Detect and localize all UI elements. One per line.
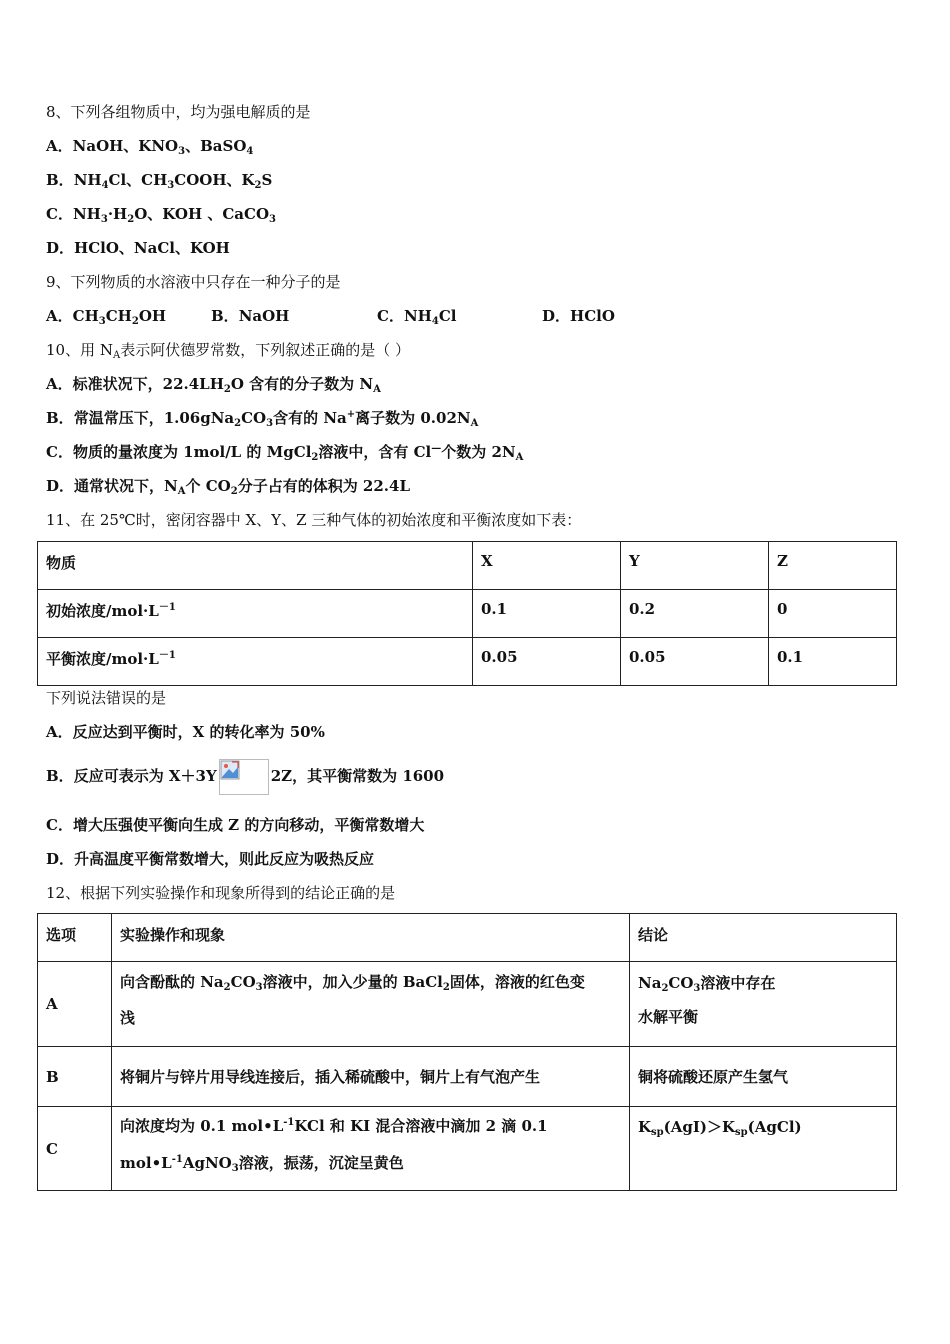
q10-option-c	[46, 442, 523, 462]
text-part: NH	[403, 307, 432, 325]
q11-option-b	[46, 758, 444, 795]
text-part: 个 CO	[185, 477, 231, 495]
text-part: 溶液中存在	[700, 974, 776, 992]
text-part: (AgCl)	[747, 1118, 802, 1136]
text-part: O、KOH 、CaCO	[134, 205, 270, 223]
table-header-row	[38, 914, 897, 962]
option-label: A．	[46, 723, 73, 741]
text-part: Cl	[438, 307, 457, 325]
table-row	[38, 590, 897, 638]
cell-line: 浅	[120, 1009, 136, 1027]
q12-table	[37, 913, 897, 1191]
option-label: B．	[46, 767, 74, 785]
q8-option-d	[46, 238, 230, 258]
text-part: 2Z，其平衡常数为 1600	[270, 767, 445, 785]
subscript: 3	[266, 418, 274, 429]
subscript: 2	[442, 982, 450, 993]
text-part: 含有的 Na	[273, 409, 347, 427]
q11-prompt: 下列说法错误的是	[46, 689, 167, 707]
option-label: C．	[46, 205, 73, 223]
subscript: 2	[311, 452, 319, 463]
text-part: 固体，溶液的红色变	[449, 973, 585, 991]
row-label: 平衡浓度/mol·L	[46, 650, 159, 668]
text-part: 物质的量浓度为 1mol/L 的 MgCl	[72, 443, 312, 461]
q11-table	[37, 541, 897, 686]
subscript: 3	[100, 214, 108, 225]
subscript: 3	[167, 180, 175, 191]
subscript: 2	[131, 316, 139, 327]
q9-option-c	[377, 306, 456, 326]
option-label: D．	[46, 850, 75, 868]
option-label: A．	[46, 137, 73, 155]
table-cell: C	[38, 1107, 112, 1191]
text-part: NH	[72, 205, 101, 223]
row-label: 初始浓度/mol·L	[46, 602, 159, 620]
text-part: 离子数为 0.02N	[355, 409, 471, 427]
option-label: A．	[46, 375, 73, 393]
subscript: 4	[101, 180, 109, 191]
q10-option-a	[46, 374, 381, 394]
table-row	[38, 1107, 897, 1191]
text-part: 向含酚酞的 Na	[120, 973, 224, 991]
cell-line	[120, 1116, 621, 1136]
text-part: COOH、K	[174, 171, 255, 189]
subscript: 3	[98, 316, 106, 327]
text-part: CO	[241, 409, 267, 427]
q8-option-c	[46, 204, 276, 224]
text-part: NaOH	[238, 307, 290, 325]
table-cell: 0.1	[769, 638, 897, 686]
table-cell	[112, 962, 630, 1047]
table-header-cell: 物质	[38, 542, 473, 590]
option-label: D．	[542, 307, 571, 325]
subscript: A	[112, 350, 121, 361]
text-part: NH	[73, 171, 102, 189]
table-cell: 0	[769, 590, 897, 638]
text-part: 溶液中，加入少量的 BaCl	[262, 973, 443, 991]
text-part: 表示阿伏德罗常数，下列叙述正确的是（ ）	[120, 341, 410, 359]
text-part: 常温常压下，1.06gNa	[73, 409, 235, 427]
subscript: 3	[269, 214, 276, 225]
table-cell: 将铜片与锌片用导线连接后，插入稀硫酸中，铜片上有气泡产生	[112, 1047, 630, 1107]
q9-option-a	[46, 306, 166, 326]
text-part: HClO	[570, 307, 615, 325]
text-part: 反应达到平衡时，X 的转化率为 50%	[72, 723, 325, 741]
table-header-cell: Y	[621, 542, 769, 590]
cell-line	[638, 973, 888, 993]
option-label: C．	[377, 307, 404, 325]
q10-stem	[46, 340, 410, 360]
text-part: 反应可表示为 X＋3Y	[73, 767, 217, 785]
q12-stem: 12、根据下列实验操作和现象所得到的结论正确的是	[46, 884, 396, 902]
table-cell: 0.05	[621, 638, 769, 686]
q8-option-b	[46, 170, 272, 190]
table-header-cell: 实验操作和现象	[112, 914, 630, 962]
option-label: C．	[46, 443, 73, 461]
subscript: sp	[735, 1127, 748, 1138]
text-part: 分子占有的体积为 22.4L	[237, 477, 411, 495]
cell-line	[120, 1153, 621, 1173]
subscript: 2	[223, 982, 231, 993]
text-part: K	[638, 1118, 652, 1136]
table-cell: 0.1	[473, 590, 621, 638]
subscript: 2	[661, 983, 669, 994]
subscript: A	[177, 486, 186, 497]
subscript: 3	[178, 146, 186, 157]
text-part: HClO、NaCl、KOH	[74, 239, 230, 257]
subscript: 3	[693, 983, 701, 994]
table-cell	[630, 1107, 897, 1191]
text-part: CO	[668, 974, 694, 992]
table-header-cell: Z	[769, 542, 897, 590]
option-label: B．	[211, 307, 239, 325]
text-part: (AgI)＞K	[663, 1118, 736, 1136]
superscript: +	[346, 409, 356, 420]
table-header-cell: X	[473, 542, 621, 590]
table-row	[38, 1047, 897, 1107]
subscript: 2	[127, 214, 135, 225]
text-part: OH	[138, 307, 167, 325]
table-cell	[630, 962, 897, 1047]
option-label: B．	[46, 171, 74, 189]
table-cell: 0.2	[621, 590, 769, 638]
table-cell	[38, 590, 473, 638]
subscript: 2	[223, 384, 231, 395]
q8-stem: 8、下列各组物质中，均为强电解质的是	[46, 103, 311, 121]
subscript: A	[470, 418, 479, 429]
table-header-cell: 选项	[38, 914, 112, 962]
q10-option-d	[46, 476, 410, 496]
text-part: Na	[638, 974, 662, 992]
text-part: O 含有的分子数为 N	[230, 375, 374, 393]
option-label: B．	[46, 409, 74, 427]
text-part: 个数为 2N	[441, 443, 516, 461]
table-cell: 铜将硫酸还原产生氢气	[630, 1047, 897, 1107]
cell-line: 水解平衡	[638, 1008, 699, 1026]
text-part: 10、用 N	[46, 341, 113, 359]
broken-image-icon	[219, 759, 269, 795]
subscript: 3	[255, 982, 263, 993]
text-part: NaOH、KNO	[72, 137, 179, 155]
text-part: KCl 和 KI 混合溶液中滴加 2 滴 0.1	[294, 1117, 548, 1135]
option-label: A．	[46, 307, 73, 325]
option-label: D．	[46, 239, 75, 257]
q11-option-c	[46, 815, 424, 835]
table-header-cell: 结论	[630, 914, 897, 962]
subscript: A	[373, 384, 381, 395]
table-cell: A	[38, 962, 112, 1047]
q9-stem: 9、下列物质的水溶液中只存在一种分子的是	[46, 273, 341, 291]
subscript: 2	[254, 180, 262, 191]
superscript: -1	[171, 1154, 183, 1165]
table-cell: 0.05	[473, 638, 621, 686]
table-row	[38, 638, 897, 686]
text-part: Cl、CH	[108, 171, 168, 189]
text-part: 溶液，振荡，沉淀呈黄色	[238, 1154, 404, 1172]
option-label: D．	[46, 477, 75, 495]
text-part: CH	[72, 307, 99, 325]
q11-option-d	[46, 849, 374, 869]
superscript: －1	[158, 602, 176, 613]
subscript: 2	[234, 418, 242, 429]
cell-line	[638, 1117, 888, 1137]
text-part: ·H	[107, 205, 128, 223]
text-part: 向浓度均为 0.1 mol•L	[120, 1117, 284, 1135]
subscript: A	[515, 452, 524, 463]
text-part: 升高温度平衡常数增大，则此反应为吸热反应	[74, 850, 375, 868]
text-part: 溶液中，含有 Cl	[318, 443, 432, 461]
text-part: mol•L	[120, 1154, 172, 1172]
text-part: 、BaSO	[185, 137, 247, 155]
text-part: CH	[105, 307, 132, 325]
text-part: 增大压强使平衡向生成 Z 的方向移动，平衡常数增大	[72, 816, 425, 834]
option-label: C．	[46, 816, 73, 834]
superscript: -1	[283, 1117, 295, 1128]
superscript: －1	[158, 650, 176, 661]
text-part: 标准状况下，22.4LH	[72, 375, 224, 393]
subscript: 4	[246, 146, 254, 157]
text-part: AgNO	[182, 1154, 232, 1172]
text-part: CO	[230, 973, 256, 991]
q11-stem: 11、在 25℃时，密闭容器中 X、Y、Z 三种气体的初始浓度和平衡浓度如下表：	[46, 511, 582, 529]
q8-option-a	[46, 136, 253, 156]
q9-option-d	[542, 306, 615, 326]
table-cell: B	[38, 1047, 112, 1107]
text-part: S	[261, 171, 273, 189]
subscript: 3	[231, 1163, 239, 1174]
subscript: sp	[651, 1127, 664, 1138]
subscript: 4	[431, 316, 439, 327]
superscript: —	[431, 443, 442, 454]
q11-option-a	[46, 722, 325, 742]
q9-option-b	[211, 306, 289, 326]
table-header-row	[38, 542, 897, 590]
table-row	[38, 962, 897, 1047]
cell-line	[120, 971, 621, 992]
subscript: 2	[230, 486, 238, 497]
table-cell	[38, 638, 473, 686]
q10-option-b	[46, 408, 478, 428]
table-cell	[112, 1107, 630, 1191]
text-part: 通常状况下，N	[74, 477, 178, 495]
